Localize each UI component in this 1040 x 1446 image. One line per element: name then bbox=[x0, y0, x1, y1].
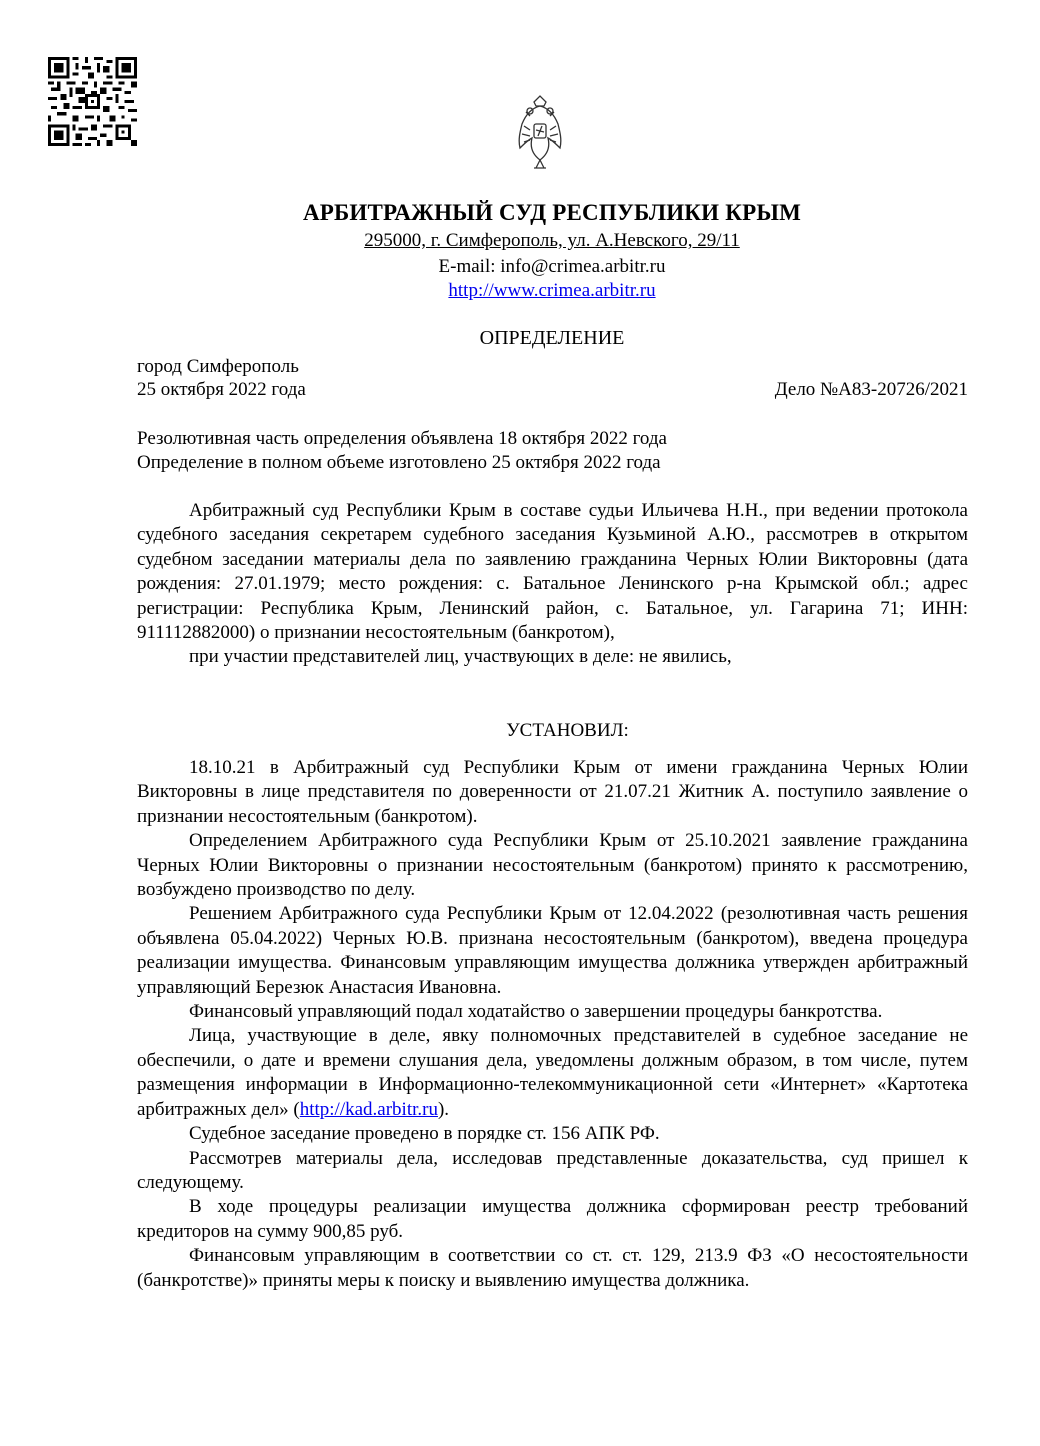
fact-text: Лица, участвующие в деле, явку полномочных представителей в судебное заседание не обеспечили, о дате и времени слушания дела, уведомлены должным образом, в том числе, путем размещения информации в Информационно-телекоммуникационной сети «Интернет» «Картотека арбитражных дел» ( bbox=[137, 1025, 968, 1120]
court-website-link[interactable]: http://www.crimea.arbitr.ru bbox=[448, 280, 656, 301]
established-section bbox=[137, 756, 968, 1293]
qr-code bbox=[48, 57, 137, 146]
date-case-row bbox=[137, 378, 968, 402]
court-address bbox=[0, 230, 1040, 252]
document-notes bbox=[137, 427, 968, 476]
case-number: Дело №А83-20726/2021 bbox=[774, 379, 968, 400]
established-heading-row bbox=[137, 719, 968, 743]
fact-paragraph: Финансовый управляющий подал ходатайство о завершении процедуры банкротства. bbox=[189, 1001, 883, 1023]
intro-section bbox=[137, 499, 968, 670]
resolution-note: Резолютивная часть определения объявлена 18 октября 2022 года bbox=[137, 428, 667, 449]
fact-paragraph: Определением Арбитражного суда Республики Крым от 25.10.2021 заявление гражданина Черных Юлии Викторовны о признании несостоятельным (банкротом) принято к рассмотрению, возбуждено производство по делу. bbox=[137, 830, 968, 901]
coat-of-arms-emblem bbox=[516, 94, 564, 172]
document-date: 25 октября 2022 года bbox=[137, 379, 306, 400]
participation-paragraph: при участии представителей лиц, участвующих в деле: не явились, bbox=[189, 646, 732, 668]
fact-paragraph: Финансовым управляющим в соответствии со ст. ст. 129, 213.9 ФЗ «О несостоятельности (банкротстве)» приняты меры к поиску и выявлению имущества должника. bbox=[137, 1245, 968, 1291]
fact-paragraph: В ходе процедуры реализации имущества должника сформирован реестр требований кредиторов на сумму 900,85 руб. bbox=[137, 1196, 968, 1242]
intro-paragraph: Арбитражный суд Республики Крым в составе судьи Ильичева Н.Н., при ведении протокола судебного заседания секретарем судебного заседания Кузьминой А.Ю., рассмотрев в открытом судебном заседании материалы дела по заявлению гражданина Черных Юлии Викторовны (дата рождения: 27.01.1979; место рождения: с. Батальное Ленинского р-на Крымской обл.; адрес регистрации: Республика Крым, Ленинский район, с. Батальное, ул. Гагарина 71; ИНН: 911112882000) о признании несостоятельным (банкротом), bbox=[137, 500, 968, 644]
court-email: E-mail: info@crimea.arbitr.ru bbox=[438, 256, 666, 277]
fact-paragraph: 18.10.21 в Арбитражный суд Республики Крым от имени гражданина Черных Юлии Викторовны в лице представителя по доверенности от 21.07.21 Житник А. поступило заявление о признании несостоятельным (банкротом). bbox=[137, 757, 968, 827]
full-text-note: Определение в полном объеме изготовлено 25 октября 2022 года bbox=[137, 452, 661, 474]
fact-paragraph: Решением Арбитражного суда Республики Крым от 12.04.2022 (резолютивная часть решения объявлена 05.04.2022) Черных Ю.В. признана несостоятельным (банкротом), введена процедура реализации имущества. Финансовым управляющим имущества должника утвержден арбитражный управляющий Березюк Анастасия Ивановна. bbox=[137, 903, 968, 998]
fact-paragraph: Рассмотрев материалы дела, исследовав представленные доказательства, суд пришел к следующему. bbox=[137, 1147, 968, 1193]
kad-link[interactable]: http://kad.arbitr.ru bbox=[299, 1098, 438, 1120]
document-city: город Симферополь bbox=[137, 356, 299, 377]
fact-text-end: ). bbox=[437, 1098, 450, 1120]
court-name: АРБИТРАЖНЫЙ СУД РЕСПУБЛИКИ КРЫМ bbox=[302, 200, 802, 225]
court-website bbox=[0, 280, 1040, 302]
fact-paragraph-with-link bbox=[137, 1024, 968, 1122]
fact-paragraph: Судебное заседание проведено в порядке ст. 156 АПК РФ. bbox=[189, 1123, 660, 1145]
established-heading: УСТАНОВИЛ: bbox=[506, 720, 629, 741]
court-address-text: 295000, г. Симферополь, ул. А.Невского, 29/11 bbox=[364, 230, 740, 251]
document-type: ОПРЕДЕЛЕНИЕ bbox=[479, 327, 625, 349]
